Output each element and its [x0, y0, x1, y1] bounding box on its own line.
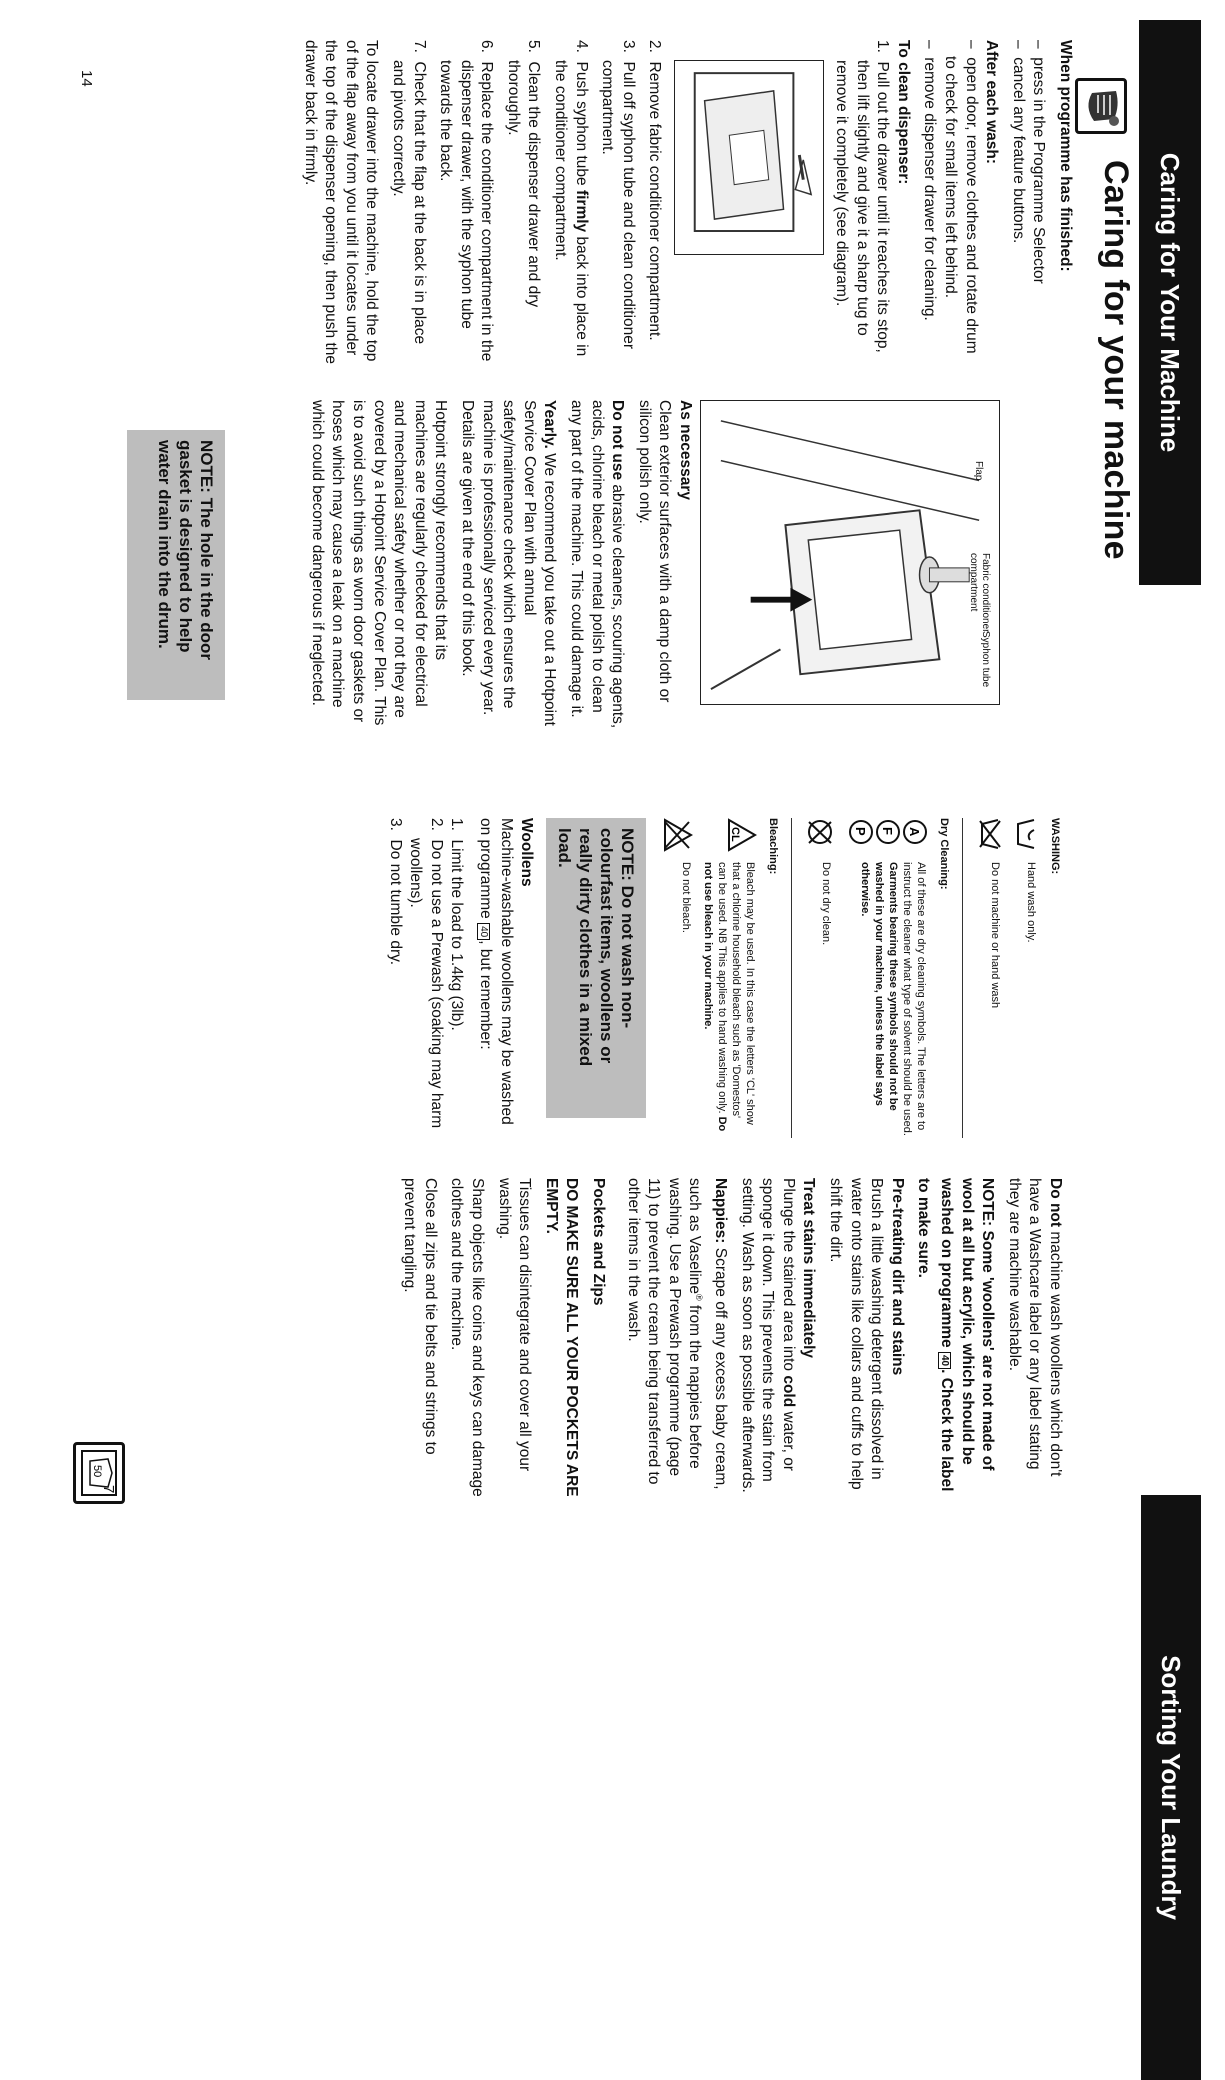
syphon-diagram [700, 400, 1000, 705]
bleach-cl-icon [720, 818, 757, 862]
list-item: 1. Limit the load to 1.4kg (3lb). [448, 818, 466, 1031]
step-3: 3. Pull off syphon tube and clean conditioner compartment. [599, 40, 637, 350]
exterior-text: Clean exterior surfaces with a damp cloth or silicon polish only. [635, 400, 674, 703]
dry-clean-text: All of these are dry cleaning symbols. The letters are to instruct the cleaner what type of solvent should be used. Garments bearing these symbols should not be washed in your machine, unless the label says otherwise. [858, 862, 927, 1136]
door-gasket-note: NOTE: The hole in the door gasket is designed to help water drain into the drum. [127, 430, 225, 700]
hotpoint-text: Hotpoint strongly recommends that its machines are regularly checked for electrical and mechanical safety whether or not they are covered by a Hotpoint Service Cover Plan. This is to avoid such things as worn door gaskets or hoses which may cause a leak on a machine which could become dangerous if neglected. [308, 400, 450, 726]
hand-wash-icon [1010, 818, 1039, 862]
dispenser-drawer-diagram [674, 60, 824, 255]
bleach-cl-symbol: CL [728, 827, 741, 842]
no-bleach-text: Do not bleach. [679, 862, 692, 933]
list-item: – cancel any feature buttons. [1009, 40, 1027, 244]
page-caring [0, 0, 1225, 790]
no-dry-clean-icon [800, 818, 833, 862]
donot-machine-text: Do not machine wash woollens which don't have a Washcare label or any label stating they are machine washable. [1005, 1178, 1064, 1477]
dry-clean-f-letter: F [879, 827, 895, 835]
syphon-label: Syphon tube [980, 631, 991, 688]
dry-clean-letter-icons [841, 818, 928, 862]
step-4: 4. Push syphon tube firmly back into place in the conditioner compartment. [552, 40, 590, 357]
page-sorting [0, 790, 1225, 1920]
pockets-heading: Pockets and Zips [589, 1178, 607, 1306]
bleaching-heading: Bleaching: [767, 818, 780, 875]
pretreat-text: Brush a little washing detergent dissolved in water onto stains like collars and cuffs to help shift the dirt. [827, 1178, 886, 1490]
washing-heading: WASHING: [1049, 818, 1061, 875]
dry-cleaning-heading: Dry Cleaning: [938, 818, 951, 890]
caring-column-2 [300, 400, 695, 730]
woollens-acrylic-note: NOTE: Some 'woollens' are not made of wool at all but acrylic, which should be washed on programme 40. Check the label to make sure. [915, 1178, 997, 1492]
list-item [971, 818, 1002, 1138]
hand-wash-text: Hand wash only. [1025, 862, 1038, 943]
donot-use-text: Do not use abrasive cleaners, scouring agents, acids, chlorine bleach or metal polish to clean any part of the machine. This could damage it. [568, 400, 627, 729]
page-number-14: 14 [78, 70, 95, 87]
dry-clean-p-letter: P [852, 827, 868, 836]
no-wash-icon [971, 818, 1002, 862]
caring-header-tab [1139, 20, 1201, 585]
pockets-p3: Close all zips and tie belts and strings to prevent tangling. [401, 1178, 439, 1455]
programme-40-icon: 40 [477, 923, 490, 940]
bleach-cl-text: Bleach may be used. In this case the letters 'CL' show that a chlorine household bleach such as 'Domestos' can be used. NB This applies to hand washing only. Do not use bleach in your machine. [701, 862, 756, 1132]
pockets-p1: Tissues can disintegrate and cover all your washing. [495, 1178, 534, 1472]
pretreat-heading: Pre-treating dirt and stains [888, 1178, 906, 1376]
programme-40-icon: 40 [938, 1352, 951, 1369]
locate-drawer-text: To locate drawer into the machine, hold the top of the flap away from you until it locates under the top of the dispenser opening, then push the drawer back in firmly. [301, 40, 381, 365]
no-wash-text: Do not machine or hand wash [988, 862, 1001, 1009]
list-item: – open door, remove clothes and rotate drum to check for small items left behind. [942, 40, 980, 354]
list-item [656, 818, 693, 1138]
list-item: – press in the Programme Selector [1030, 40, 1048, 284]
step-2: 2. Remove fabric conditioner compartment. [646, 40, 664, 341]
list-item [800, 818, 833, 1138]
badge-50-text: 50 [91, 1465, 103, 1478]
step-7: 7. Check that the flap at the back is in place and pivots correctly. [389, 40, 428, 345]
caring-column-1 [293, 40, 1075, 370]
yearly-text: Yearly. We recommend you take out a Hotpoint Service Cover Plan with annual safety/maintenance check which ensures the machine is professionally serviced every year. Details are given at the end of this book. [459, 400, 559, 726]
list-item: 2. Do not use a Prewash (soaking may harm woollens). [407, 818, 445, 1129]
no-bleach-icon [656, 818, 693, 862]
step-5: 5. Clean the dispenser drawer and dry thoroughly. [504, 40, 543, 308]
non-colourfast-note: NOTE: Do not wash non-colourfast items, woollens or really dirty clothes in a mixed load. [546, 818, 646, 1118]
flap-label: Flap [973, 461, 984, 481]
washcare-symbols-column [378, 818, 1065, 1138]
drawer-removal-drawing [675, 61, 823, 254]
laundry-basket-icon [73, 1442, 125, 1504]
syphon-drawing [701, 401, 999, 704]
clean-dispenser-heading: To clean dispenser: [894, 40, 912, 185]
list-item: – remove dispenser drawer for cleaning. [921, 40, 939, 321]
woollens-heading: Woollens [518, 818, 536, 887]
list-item [841, 818, 928, 1138]
nappies-text: Nappies: Scrape off any excess baby cream, such as Vaseline® from the nappies before washing. Use a Prewash programme (page 11) to prevent the cream being transferred to other items in the wash. [624, 1178, 730, 1490]
caring-title: Caring for your machine [1097, 160, 1135, 560]
step-1: 1. Pull out the drawer until it reaches its stop, then lift slightly and give it a sharp tug to remove it completely (see diagram). [833, 40, 892, 353]
as-necessary-heading: As necessary [677, 400, 694, 500]
list-item [701, 818, 757, 1138]
treat-heading: Treat stains immediately [800, 1178, 818, 1359]
pockets-caps: DO MAKE SURE ALL YOUR POCKETS ARE EMPTY. [542, 1178, 581, 1497]
list-item [1010, 818, 1039, 1138]
sorting-header-text: Sorting Your Laundry [1156, 1655, 1187, 1920]
when-finished-heading: When programme has finished: [1057, 40, 1074, 272]
treat-text: Plunge the stained area into cold water, or sponge it down. This prevents the stain from setting. Wash as soon as possible afterwards. [738, 1178, 797, 1493]
after-wash-heading: After each wash: [983, 40, 1001, 165]
caring-header-text: Caring for Your Machine [1155, 152, 1186, 453]
sorting-column-2 [393, 1178, 1065, 1498]
pockets-p2: Sharp objects like coins and keys can damage clothes and the machine. [448, 1178, 486, 1497]
list-item: 3. Do not tumble dry. [386, 818, 404, 966]
dry-clean-a-letter: A [906, 827, 922, 837]
step-6: 6. Replace the conditioner compartment in the dispenser drawer, with the syphon tube towards the back. [437, 40, 496, 362]
page-number-7: 7 [100, 1485, 117, 1494]
woollens-text: Machine-washable woollens may be washed on programme 40, but remember: [477, 818, 515, 1125]
hand-washing-icon [1075, 78, 1127, 134]
no-dry-clean-text: Do not dry clean. [820, 862, 833, 946]
fabric-label: Fabric conditioner compartment [968, 553, 991, 633]
sorting-header-tab [1141, 1495, 1201, 2080]
